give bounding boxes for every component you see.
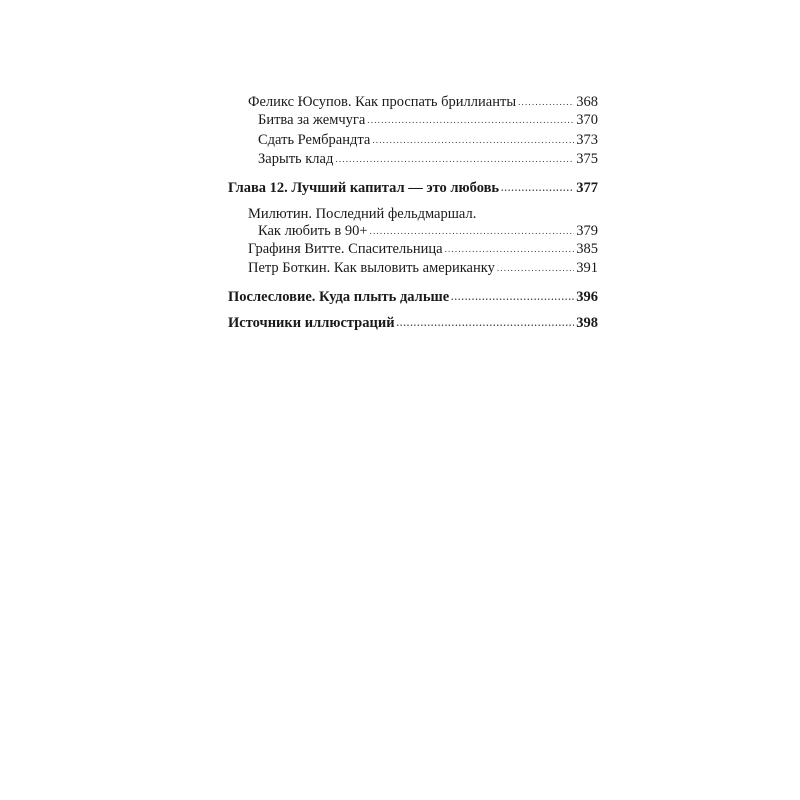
- toc-entry-title-line: Милютин. Последний фельдмаршал.: [248, 206, 477, 222]
- toc-entry: [258, 150, 598, 169]
- toc-entry-page: 370: [576, 112, 598, 128]
- dot-leader: [497, 259, 574, 277]
- toc-entry-page: 398: [576, 315, 598, 331]
- toc-entry-title: Зарыть клад: [258, 151, 334, 167]
- toc-entry: [258, 111, 598, 130]
- toc-entry-page: 396: [576, 289, 598, 305]
- dot-leader: [518, 93, 574, 111]
- toc-entry-page: 377: [576, 180, 598, 196]
- toc-entry-page: 368: [576, 94, 598, 110]
- toc-entry-page: 375: [576, 151, 598, 167]
- toc-entry-page: 373: [576, 132, 598, 148]
- toc-section-entry: [228, 288, 598, 307]
- toc-entry-title: Источники иллюстраций: [228, 315, 395, 331]
- dot-leader: [397, 314, 575, 332]
- toc-entry-title: Феликс Юсупов. Как проспать бриллианты: [248, 94, 517, 110]
- dot-leader: [445, 240, 575, 258]
- toc-entry: [258, 131, 598, 150]
- toc-entry: [248, 93, 598, 112]
- toc-entry-title: Битва за жемчуга: [258, 112, 366, 128]
- dot-leader: [335, 150, 574, 168]
- dot-leader: [372, 131, 574, 149]
- toc-entry-title: Послесловие. Куда плыть дальше: [228, 289, 450, 305]
- toc-entry-page: 385: [576, 241, 598, 257]
- toc-entry-title: Петр Боткин. Как выловить американку: [248, 260, 495, 276]
- dot-leader: [367, 111, 574, 129]
- dot-leader: [370, 222, 575, 240]
- dot-leader: [451, 288, 574, 306]
- toc-entry-page: 391: [576, 260, 598, 276]
- dot-leader: [501, 179, 574, 197]
- toc-entry: [248, 240, 598, 259]
- toc-section-entry: [228, 314, 598, 333]
- toc-entry-title: Графиня Витте. Спасительница: [248, 241, 443, 257]
- toc-chapter-entry: [228, 179, 598, 198]
- toc-entry-page: 379: [576, 223, 598, 239]
- toc-entry: [258, 222, 598, 241]
- toc-entry-title: Как любить в 90+: [258, 223, 368, 239]
- toc-entry-title: Сдать Рембрандта: [258, 132, 371, 148]
- toc-entry: [248, 259, 598, 278]
- toc-entry-title: Глава 12. Лучший капитал — это любовь: [228, 180, 500, 196]
